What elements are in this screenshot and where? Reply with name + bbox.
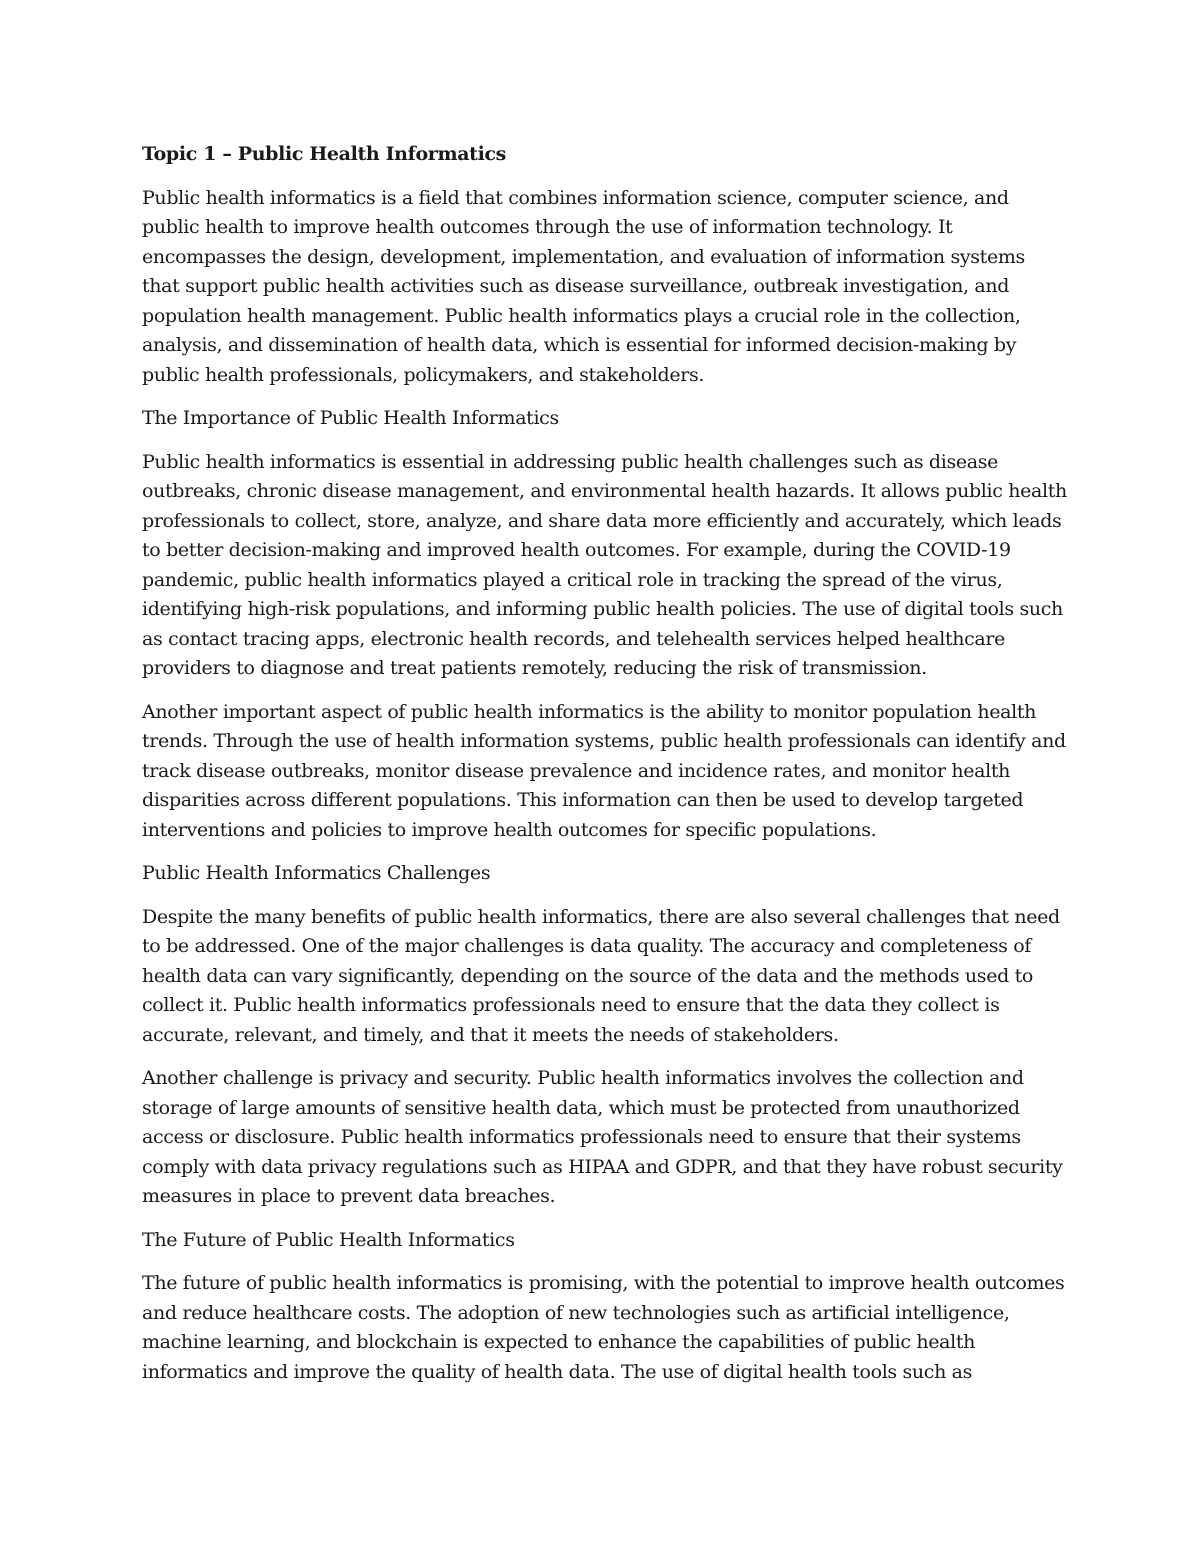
intro-paragraph: Public health informatics is a field that combines information science, computer science, and public health to improve health outcomes through the use of information technology. It encompasses the design, development, implementation, and evaluation of information systems that support public health activities such as disease surveillance, outbreak investigation, and population health management. Public health informatics plays a crucial role in the collection, analysis, and dissemination of health data, which is essential for informed decision-making by public health professionals, policymakers, and stakeholders.	[142, 186, 1025, 386]
future-paragraph-1: The future of public health informatics is promising, with the potential to improve health outcomes and reduce healthcare costs. The adoption of new technologies such as artificial intelligence, machine learning, and blockchain is expected to enhance the capabilities of public health informatics and improve the quality of health data. The use of digital health tools such as	[142, 1272, 1065, 1383]
section-heading-future: The Future of Public Health Informatics	[142, 1228, 515, 1251]
section-heading-challenges: Public Health Informatics Challenges	[142, 862, 491, 884]
challenges-paragraph-2: Another challenge is privacy and security. Public health informatics involves the collection and storage of large amounts of sensitive health data, which must be protected from unauthorized access or disclosure. Public health informatics professionals need to ensure that their systems comply with data privacy regulations such as HIPAA and GDPR, and that they have robust security measures in place to prevent data breaches.	[142, 1067, 1063, 1207]
importance-paragraph-1: Public health informatics is essential in addressing public health challenges such as disease outbreaks, chronic disease management, and environmental health hazards. It allows public health professionals to collect, store, analyze, and share data more efficiently and accurately, which leads to better decision-making and improved health outcomes. For example, during the COVID-19 pandemic, public health informatics played a critical role in tracking the spread of the virus, identifying high-risk populations, and informing public health policies. The use of digital tools such as contact tracing apps, electronic health records, and telehealth services helped healthcare providers to diagnose and treat patients remotely, reducing the risk of transmission.	[142, 450, 1067, 679]
section-heading-importance: The Importance of Public Health Informatics	[142, 407, 559, 429]
challenges-paragraph-1: Despite the many benefits of public health informatics, there are also several challenges that need to be addressed. One of the major challenges is data quality. The accuracy and completeness of health data can vary significantly, depending on the source of the data and the methods used to collect it. Public health informatics professionals need to ensure that the data they collect is accurate, relevant, and timely, and that it meets the needs of stakeholders.	[142, 905, 1060, 1046]
document-body	[142, 140, 1067, 1401]
importance-paragraph-2: Another important aspect of public health informatics is the ability to monitor population health trends. Through the use of health information systems, public health professionals can identify and track disease outbreaks, monitor disease prevalence and incidence rates, and monitor health disparities across different populations. This information can then be used to develop targeted interventions and policies to improve health outcomes for specific populations.	[142, 700, 1066, 841]
document-title: Topic 1 – Public Health Informatics	[142, 143, 507, 165]
